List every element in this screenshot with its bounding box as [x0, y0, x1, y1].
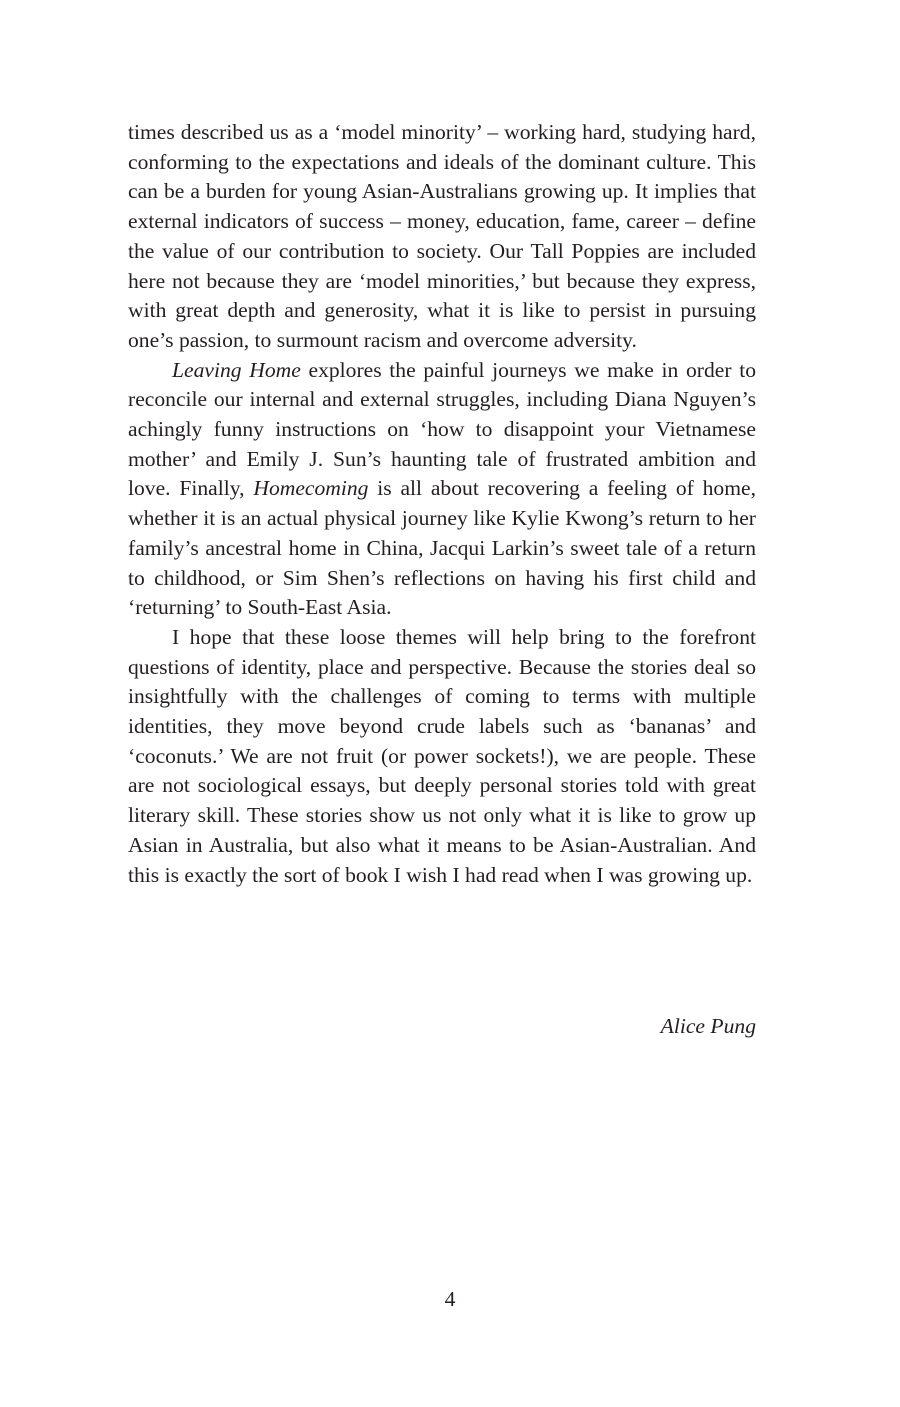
body-text	[128, 118, 756, 890]
paragraph-3	[128, 623, 756, 890]
paragraph-2	[128, 356, 756, 623]
paragraph-text: times described us as a ‘model minority’ – working hard, studying hard, conforming to the expectations and ideals of the dominant culture. This can be a burden for young Asian-Australians growing up. It implies that external indicators of success – money, education, fame, career – define the value of our contribution to society. Our Tall Poppies are included here not because they are ‘model minorities,’ but because they express, with great depth and generosity, what it is like to persist in pursuing one’s passion, to surmount racism and overcome adversity.	[128, 120, 756, 352]
page-number: 4	[444, 1287, 456, 1311]
section-title-leaving-home: Leaving Home	[172, 357, 301, 382]
paragraph-text: I hope that these loose themes will help bring to the forefront questions of identity, place and perspective. Because the stories deal so insightfully with the challenges of coming to terms with multiple identities, they move beyond crude labels such as ‘bananas’ and ‘coconuts.’ We are not fruit (or power sockets!), we are people. These are not sociological essays, but deeply personal stories told with great literary skill. These stories show us not only what it is like to grow up Asian in Australia, but also what it means to be Asian-Australian. And this is exactly the sort of book I wish I had read when I was growing up.	[128, 624, 756, 887]
paragraph-text: is all about recovering a feeling of home, whether it is an actual physical journey like Kylie Kwong’s return to her family’s ancestral home in China, Jacqui Larkin’s sweet tale of a return to childhood, or Sim Shen’s reflections on having his first child and ‘returning’ to South-East Asia.	[128, 476, 756, 620]
section-title-homecoming: Homecoming	[253, 476, 369, 501]
paragraph-1	[128, 118, 756, 356]
paragraph-text: explores the painful journeys we make in order to reconcile our internal and external struggles, including Diana Nguyen’s achingly funny instructions on ‘how to disappoint your Vietnamese mother’ and Emily J. Sun’s haunting tale of frustrated ambition and love. Finally,	[128, 357, 756, 501]
author-signature: Alice Pung	[660, 1014, 756, 1038]
